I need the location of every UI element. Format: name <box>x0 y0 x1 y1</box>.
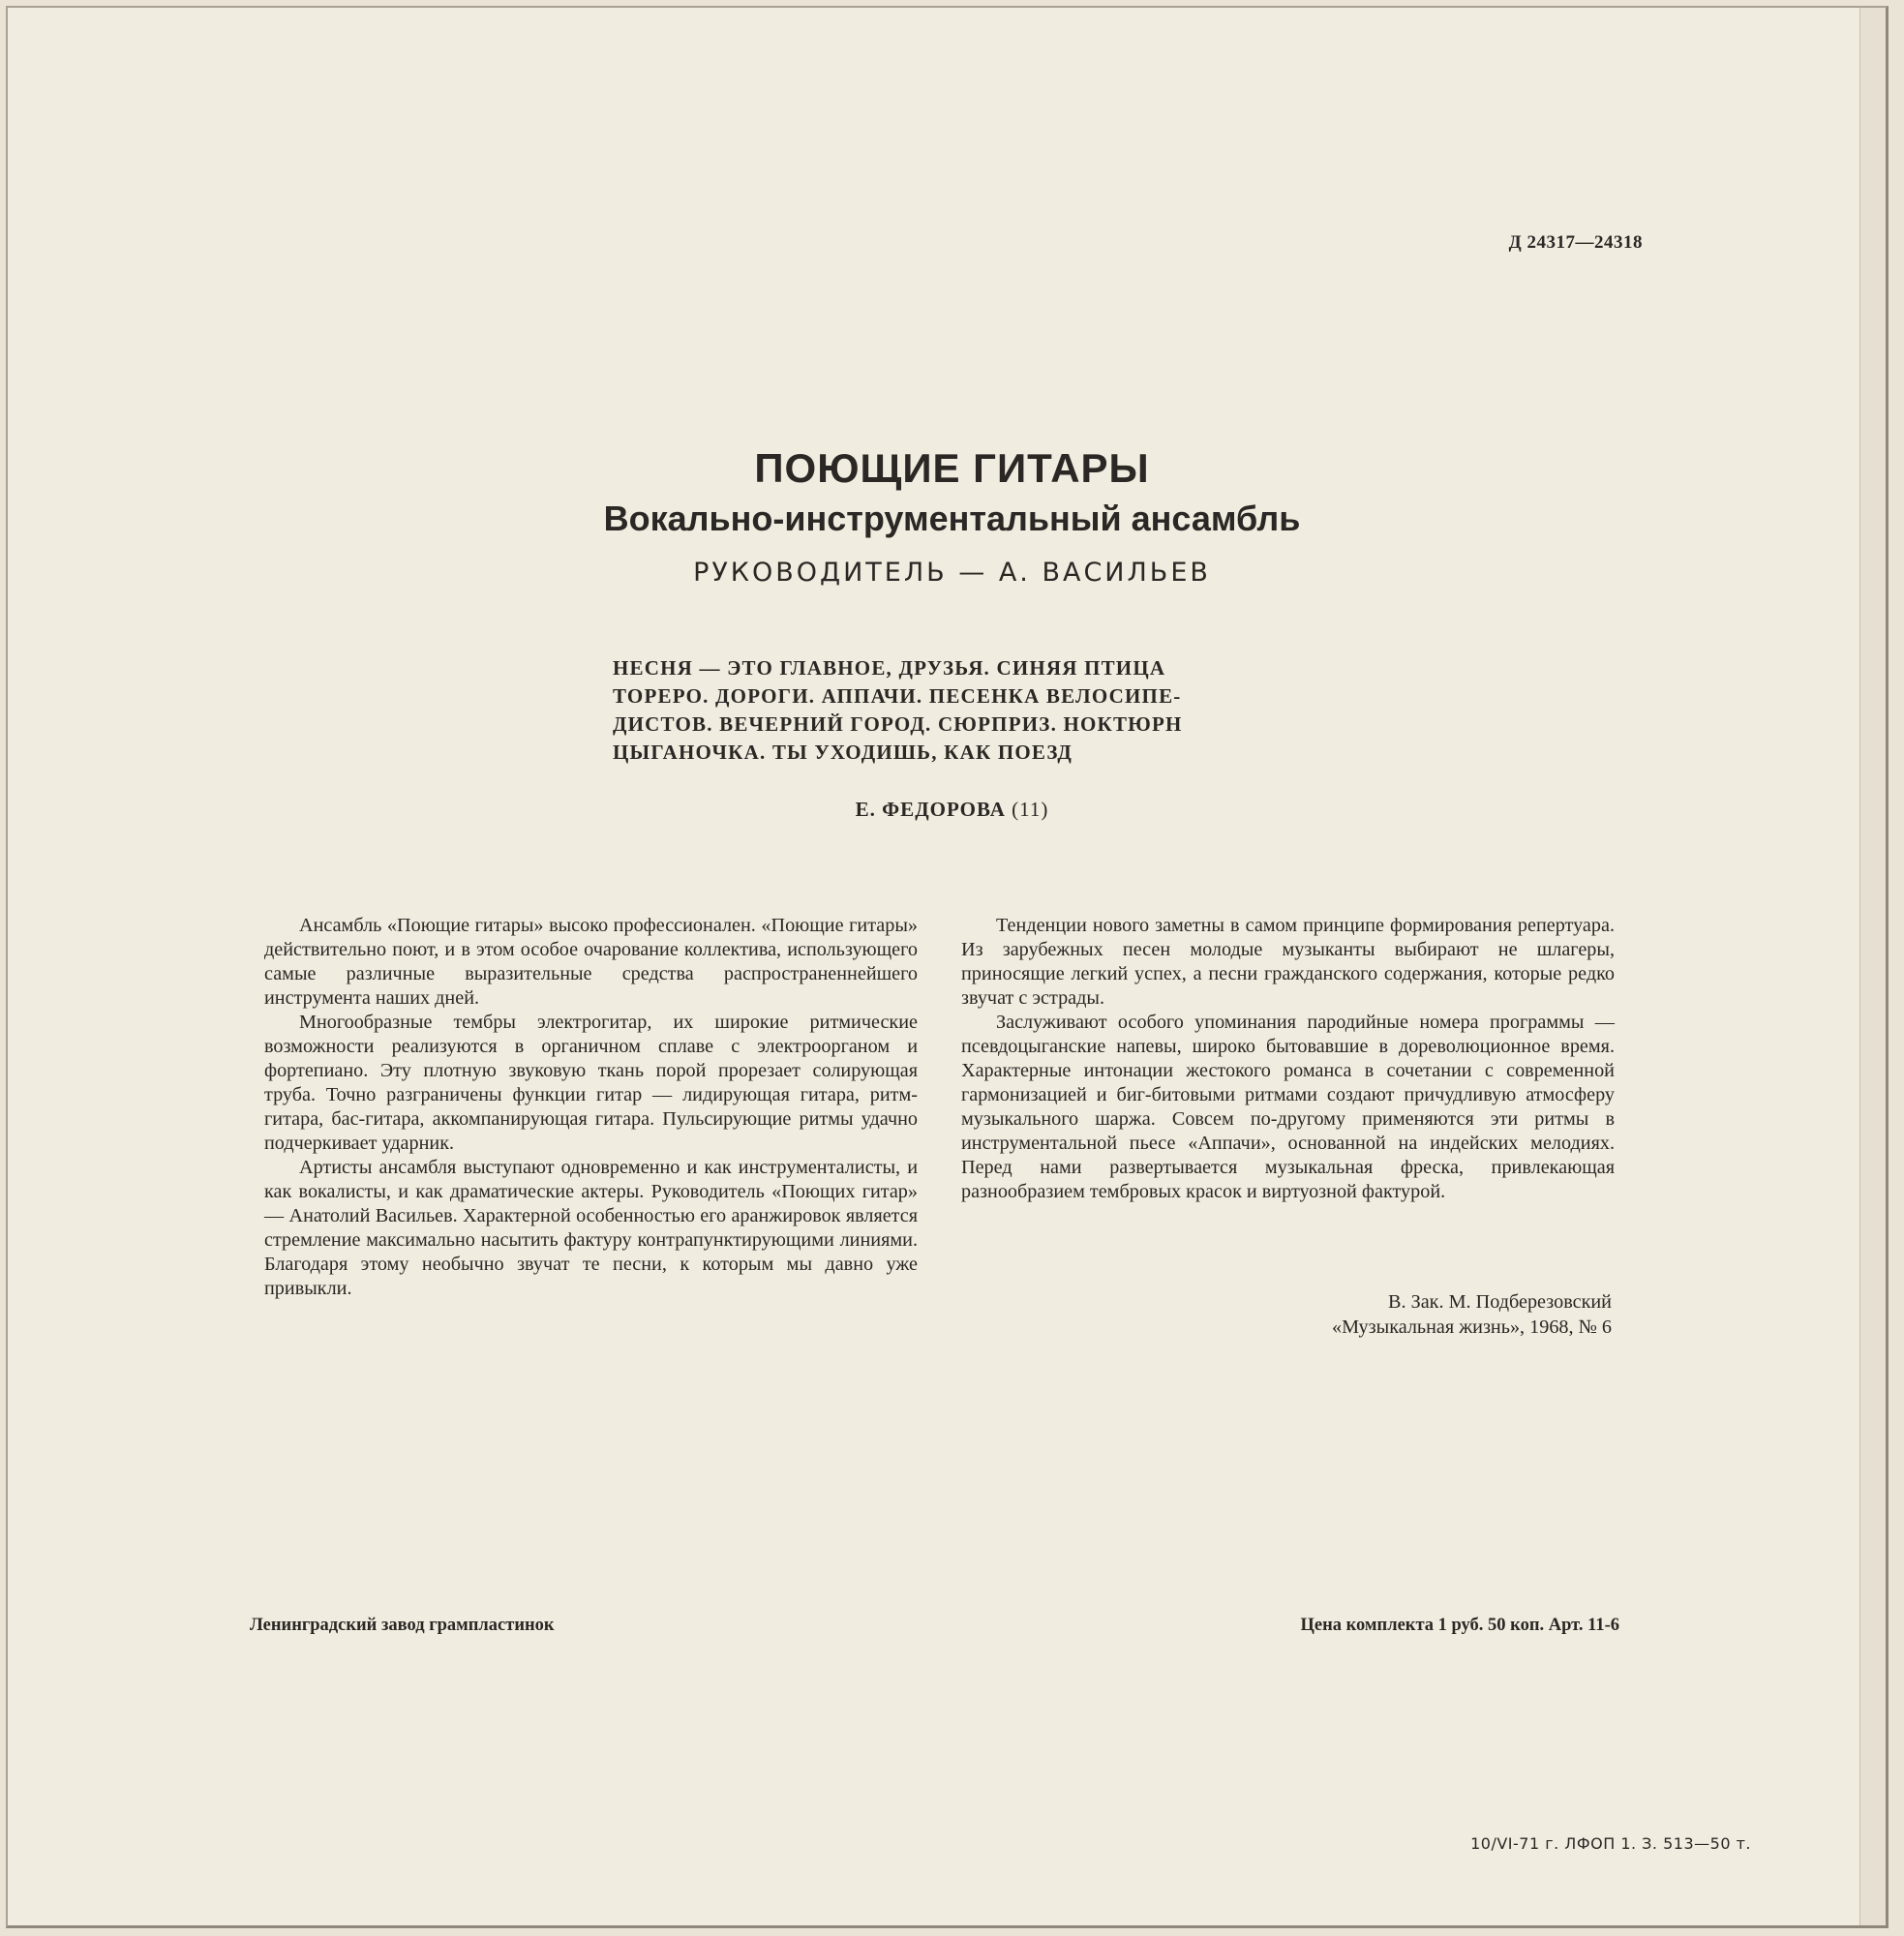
manufacturer-label: Ленинградский завод грампластинок <box>250 1616 555 1635</box>
print-info: 10/VI-71 г. ЛФОП 1. З. 513—50 т. <box>1470 1834 1751 1853</box>
signature-source: «Музыкальная жизнь», 1968, № 6 <box>1332 1316 1612 1338</box>
price-label: Цена комплекта 1 руб. 50 коп. Арт. 11-6 <box>1300 1616 1619 1635</box>
singer-credit <box>0 798 1904 822</box>
signature-author: В. Зак. М. Подберезовский <box>1388 1291 1612 1313</box>
paragraph: Многообразные тембры электрогитар, их широкие ритмические возможности реализуются в органичном сплаве с электроорганом и фортепиано. Эту плотную звуковую ткань порой прорезает солирующая труба. Точно разграничены функции гитар — лидирующая гитара, ритм-гитара, бас-гитара, аккомпанирующая гитара. Пульсирующие ритмы удачно подчеркивает ударник. <box>264 1012 918 1154</box>
singer-note: (11) <box>1012 798 1049 821</box>
song-list-line: ЦЫГАНОЧКА. ТЫ УХОДИШЬ, КАК ПОЕЗД <box>613 741 1073 764</box>
album-title: ПОЮЩИЕ ГИТАРЫ <box>754 445 1150 491</box>
paragraph: Заслуживают особого упоминания пародийные номера программы — псевдоцыганские напевы, широко бытовавшие в дореволюционное время. Характерные интонации жестокого романса в сочетании с современной гармонизацией и биг-битовыми ритмами создают причудливую атмосферу музыкального шаржа. Совсем по-другому применяются эти ритмы в инструментальной пьесе «Аппачи», основанной на индейских мелодиях. Перед нами развертывается музыкальная фреска, привлекающая разнообразием тембровых красок и виртуозной фактурой. <box>961 1012 1615 1202</box>
song-list-line: НЕСНЯ — ЭТО ГЛАВНОЕ, ДРУЗЬЯ. СИНЯЯ ПТИЦА <box>613 656 1166 680</box>
signature-block <box>1332 1289 1612 1340</box>
catalog-number: Д 24317—24318 <box>1508 232 1643 253</box>
paragraph: Ансамбль «Поющие гитары» высоко профессионален. «Поющие гитары» действительно поют, и в этом особое очарование коллектива, использующего самые различные выразительные средства распространеннейшего инструмента наших дней. <box>264 915 918 1009</box>
paragraph: Артисты ансамбля выступают одновременно и как инструменталисты, и как вокалисты, и как драматические актеры. Руководитель «Поющих гитар» — Анатолий Васильев. Характерной особенностью его аранжировок является стремление максимально насытить фактуру контрапунктирующими линиями. Благодаря этому необычно звучат те песни, к которым мы давно уже привыкли. <box>264 1157 918 1299</box>
singer-name: Е. ФЕДОРОВА <box>855 798 1006 821</box>
song-list-line: ТОРЕРО. ДОРОГИ. АППАЧИ. ПЕСЕНКА ВЕЛОСИПЕ- <box>613 684 1182 708</box>
liner-notes-left-column <box>264 914 918 1301</box>
sleeve-edge <box>1859 8 1886 1925</box>
ensemble-leader: РУКОВОДИТЕЛЬ — А. ВАСИЛЬЕВ <box>693 558 1211 588</box>
album-subtitle: Вокально-инструментальный ансамбль <box>603 499 1301 538</box>
song-list <box>613 654 1271 767</box>
paragraph: Тенденции нового заметны в самом принципе формирования репертуара. Из зарубежных песен молодые музыканты выбирают не шлагеры, приносящие легкий успех, а песни гражданского содержания, которые редко звучат с эстрады. <box>961 915 1615 1009</box>
liner-notes-right-column <box>961 914 1615 1204</box>
song-list-line: ДИСТОВ. ВЕЧЕРНИЙ ГОРОД. СЮРПРИЗ. НОКТЮРН <box>613 712 1183 736</box>
